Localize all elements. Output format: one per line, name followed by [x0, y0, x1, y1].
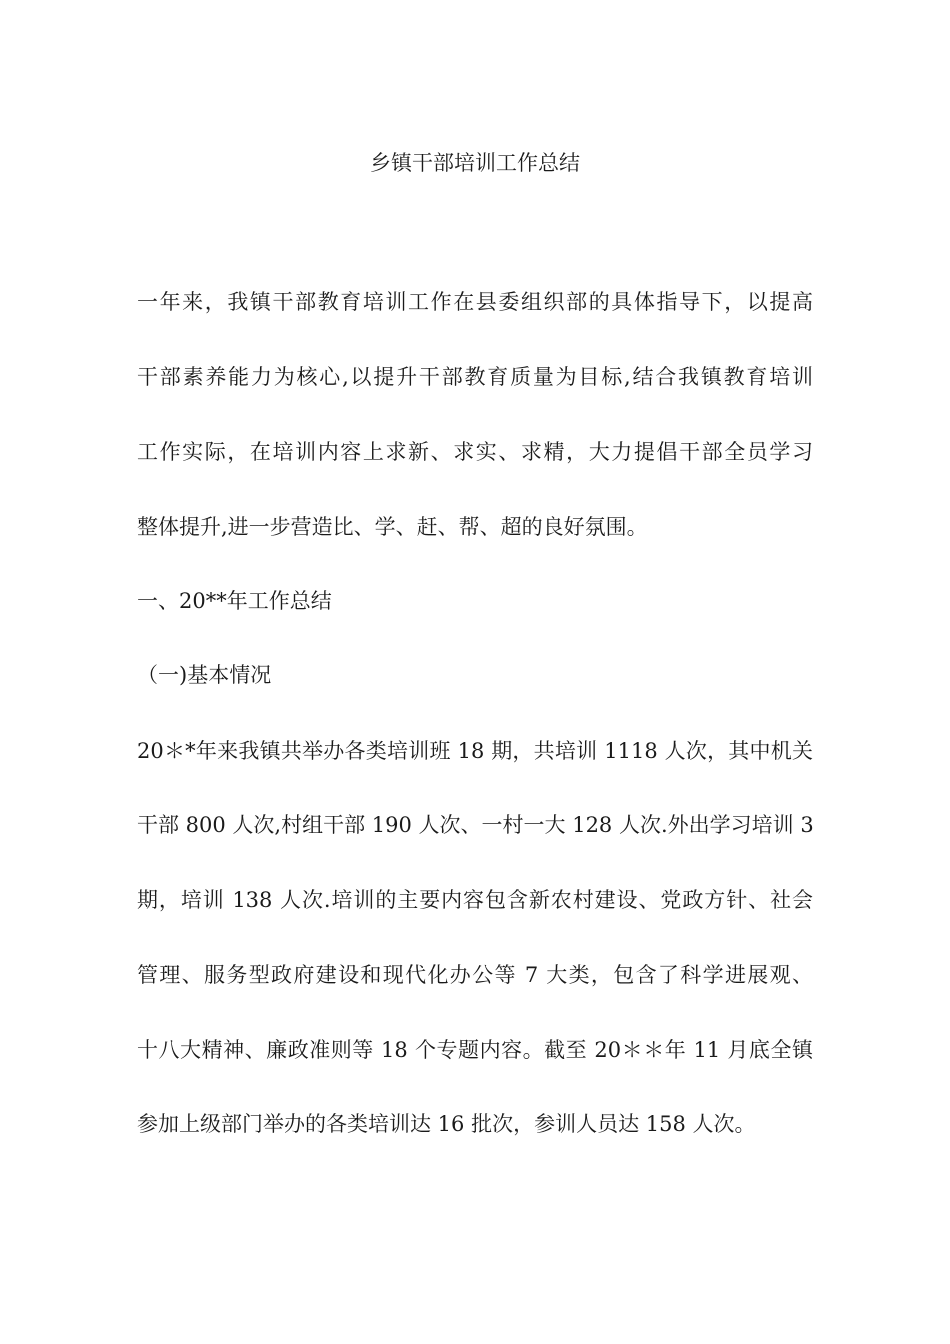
section-heading: 一、20**年工作总结 [137, 589, 332, 613]
intro-line-1: 一年来，我镇干部教育培训工作在县委组织部的具体指导下，以提高 [137, 290, 813, 314]
body-line-4: 管理、服务型政府建设和现代化办公等 7 大类，包含了科学进展观、 [137, 963, 813, 987]
body-line-3: 期，培训 138 人次.培训的主要内容包含新农村建设、党政方针、社会 [137, 888, 813, 912]
body-line-6: 参加上级部门举办的各类培训达 16 批次，参训人员达 158 人次。 [137, 1112, 756, 1136]
intro-line-4: 整体提升,进一步营造比、学、赶、帮、超的良好氛围。 [137, 515, 648, 539]
body-line-1: 20＊*年来我镇共举办各类培训班 18 期，共培训 1118 人次，其中机关 [137, 739, 813, 763]
intro-line-2: 干部素养能力为核心,以提升干部教育质量为目标,结合我镇教育培训 [137, 365, 813, 389]
document-title: 乡镇干部培训工作总结 [370, 151, 580, 175]
body-line-2: 干部 800 人次,村组干部 190 人次、一村一大 128 人次.外出学习培训 3 [137, 813, 814, 837]
body-line-5: 十八大精神、廉政准则等 18 个专题内容。截至 20＊＊年 11 月底全镇 [137, 1038, 813, 1062]
subsection-heading: （一)基本情况 [137, 663, 272, 687]
intro-line-3: 工作实际，在培训内容上求新、求实、求精，大力提倡干部全员学习 [137, 440, 813, 464]
